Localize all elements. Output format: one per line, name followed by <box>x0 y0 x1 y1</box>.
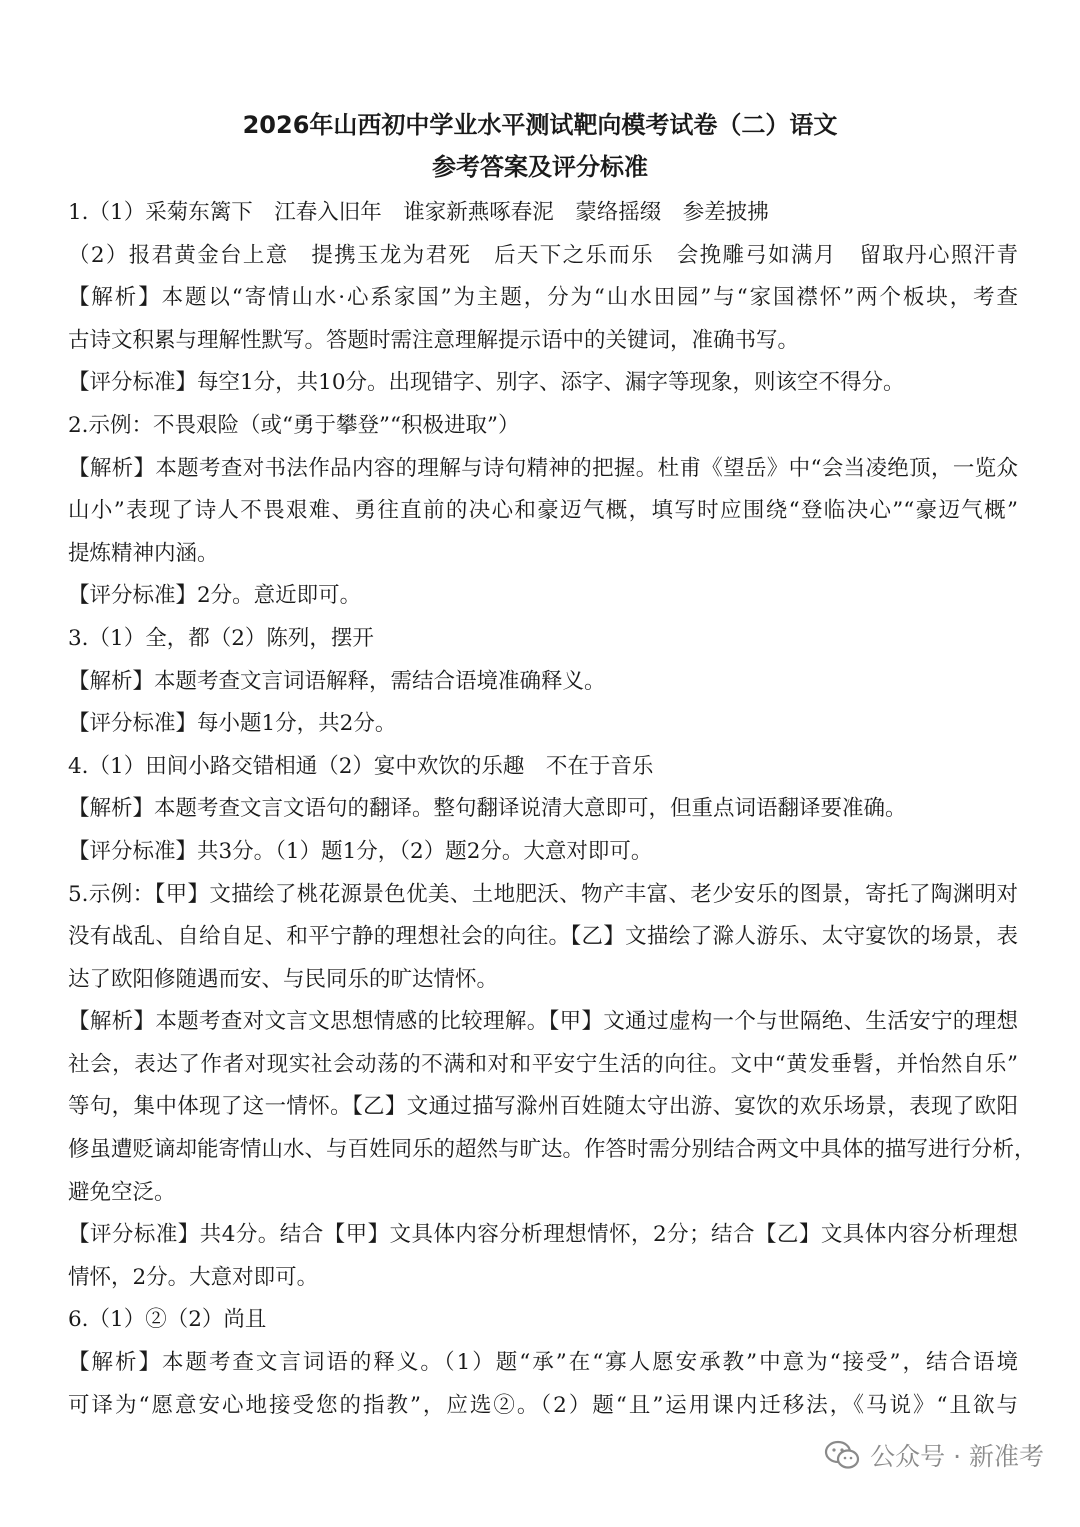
text-line: 【解析】本题以“寄情山水·心系家国”为主题，分为“山水田园”与“家国襟怀”两个板块，考查 <box>68 285 1018 311</box>
document-title: 2026年山西初中学业水平测试靶向模考试卷（二）语文 <box>242 111 838 139</box>
text-line: 达了欧阳修随遇而安、与民同乐的旷达情怀。 <box>68 966 499 992</box>
text-line: 【评分标准】每空1分，共10分。出现错字、别字、添字、漏字等现象，则该空不得分。 <box>68 370 905 396</box>
text-line: 社会，表达了作者对现实社会动荡的不满和对和平安宁生活的向往。文中“黄发垂髫，并怡然自乐” <box>68 1051 1018 1077</box>
text-line: 山小”表现了诗人不畏艰难、勇往直前的决心和豪迈气概，填写时应围绕“登临决心”“豪迈气概” <box>68 498 1018 524</box>
answer-body <box>68 192 1036 1427</box>
text-line: 2.示例：不畏艰险（或“勇于攀登”“积极进取”） <box>68 412 520 438</box>
text-line: 【解析】本题考查对书法作品内容的理解与诗句精神的把握。杜甫《望岳》中“会当凌绝顶，一览众 <box>68 455 1018 481</box>
text-line: 情怀，2分。大意对即可。 <box>68 1264 319 1290</box>
text-line: 【解析】本题考查文言词语解释，需结合语境准确释义。 <box>68 668 606 694</box>
text-line: 提炼精神内涵。 <box>68 540 219 566</box>
text-line: 【评分标准】2分。意近即可。 <box>68 583 362 609</box>
text-line: 3.（1）全，都（2）陈列，摆开 <box>68 625 374 651</box>
text-line: 5.示例：【甲】文描绘了桃花源景色优美、土地肥沃、物产丰富、老少安乐的图景，寄托了陶渊明对 <box>68 881 1018 907</box>
text-line: 6.（1）②（2）尚且 <box>68 1307 267 1333</box>
text-line: 可译为“愿意安心地接受您的指教”，应选②。（2）题“且”运用课内迁移法，《马说》“且欲与 <box>68 1392 1018 1418</box>
text-line: 【评分标准】共4分。结合【甲】文具体内容分析理想情怀，2分；结合【乙】文具体内容分析理想 <box>68 1222 1018 1248</box>
text-line: 1.（1）采菊东篱下 江春入旧年 谁家新燕啄春泥 蒙络摇缀 参差披拂 <box>68 200 769 225</box>
wechat-icon <box>824 1440 860 1470</box>
text-line: 4.（1）田间小路交错相通（2）宴中欢饮的乐趣 不在于音乐 <box>68 753 654 779</box>
watermark-text: 公众号 · 新准考 <box>870 1442 1044 1471</box>
text-line: （2）报君黄金台上意 提携玉龙为君死 后天下之乐而乐 会挽雕弓如满月 留取丹心照汗青 <box>68 242 1018 268</box>
text-line: 【解析】本题考查文言词语的释义。（1）题“承”在“寡人愿安承教”中意为“接受”，结合语境 <box>68 1350 1018 1376</box>
watermark <box>824 1435 1044 1475</box>
text-line: 避免空泛。 <box>68 1179 176 1205</box>
text-line: 等句，集中体现了这一情怀。【乙】文通过描写滁州百姓随太守出游、宴饮的欢乐场景，表现了欧阳 <box>68 1094 1018 1120</box>
text-line: 古诗文积累与理解性默写。答题时需注意理解提示语中的关键词，准确书写。 <box>68 327 800 353</box>
text-line: 没有战乱、自给自足、和平宁静的理想社会的向往。【乙】文描绘了滁人游乐、太守宴饮的场景，表 <box>68 924 1018 950</box>
text-line: 【评分标准】每小题1分，共2分。 <box>68 711 397 737</box>
document-subtitle: 参考答案及评分标准 <box>432 153 648 181</box>
text-line: 【评分标准】共3分。（1）题1分，（2）题2分。大意对即可。 <box>68 838 653 864</box>
text-line: 修虽遭贬谪却能寄情山水、与百姓同乐的超然与旷达。作答时需分别结合两文中具体的描写进行分析， <box>68 1137 1036 1163</box>
text-line: 【解析】本题考查文言文语句的翻译。整句翻译说清大意即可，但重点词语翻译要准确。 <box>68 796 907 822</box>
text-line: 【解析】本题考查对文言文思想情感的比较理解。【甲】文通过虚构一个与世隔绝、生活安宁的理想 <box>68 1009 1018 1035</box>
